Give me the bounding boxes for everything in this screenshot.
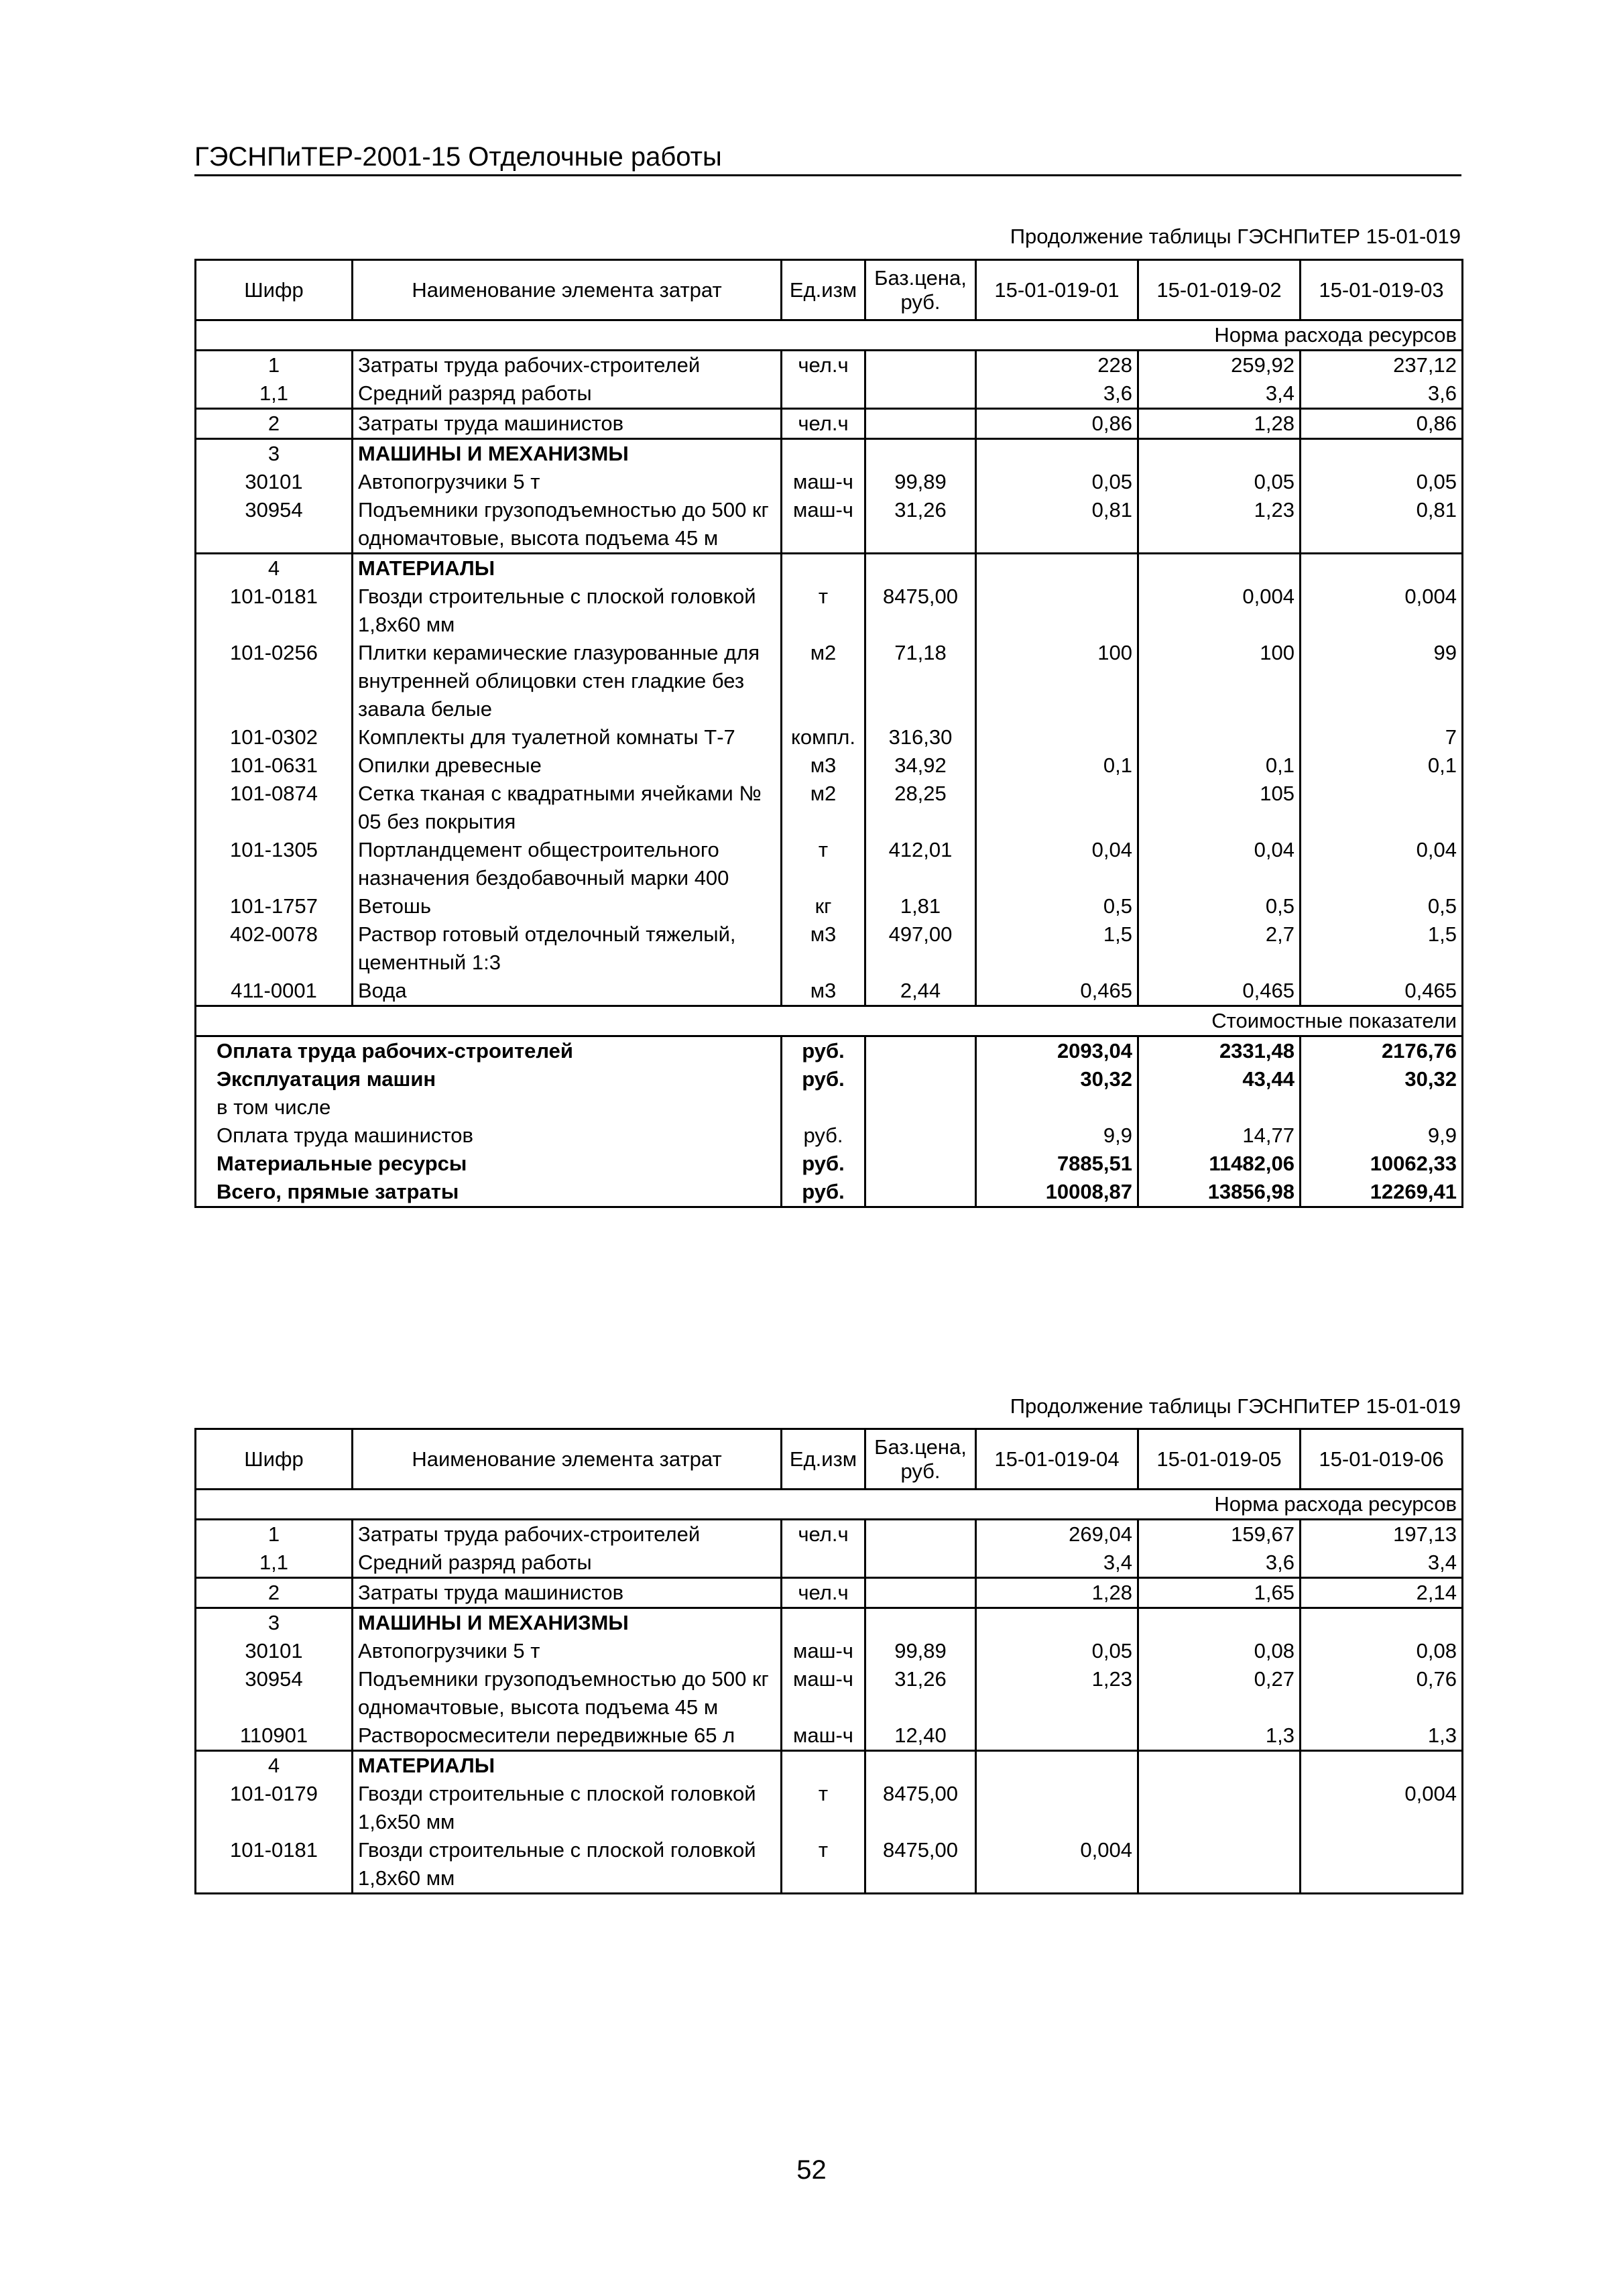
cost-value: 12269,41 <box>1301 1178 1463 1207</box>
column-header: 15-01-019-04 <box>976 1429 1138 1490</box>
column-header: 15-01-019-02 <box>1138 260 1301 320</box>
row-code: 101-0181 <box>196 1836 353 1894</box>
cost-value: 30,32 <box>976 1065 1138 1093</box>
cost-price-empty <box>865 1093 976 1122</box>
row-value <box>976 439 1138 469</box>
row-name: Средний разряд работы <box>353 1549 782 1578</box>
row-value: 1,23 <box>976 1665 1138 1721</box>
cost-value: 14,77 <box>1138 1122 1301 1150</box>
table-row <box>196 468 1463 496</box>
row-value: 1,65 <box>1138 1578 1301 1608</box>
table-row <box>196 920 1463 977</box>
row-unit: чел.ч <box>782 409 865 439</box>
row-unit <box>782 1549 865 1578</box>
row-value: 0,76 <box>1301 1665 1463 1721</box>
cost-value: 9,9 <box>1301 1122 1463 1150</box>
row-price: 28,25 <box>865 780 976 836</box>
cost-unit: руб. <box>782 1065 865 1093</box>
row-code: 1,1 <box>196 1549 353 1578</box>
row-price: 2,44 <box>865 977 976 1006</box>
row-value: 0,05 <box>1301 468 1463 496</box>
row-unit: маш-ч <box>782 496 865 554</box>
row-value: 100 <box>1138 639 1301 723</box>
norm-label: Норма расхода ресурсов <box>196 320 1463 351</box>
cost-row <box>196 1178 1463 1207</box>
row-code: 1 <box>196 351 353 380</box>
column-header: 15-01-019-01 <box>976 260 1138 320</box>
row-price: 12,40 <box>865 1721 976 1751</box>
row-code: 411-0001 <box>196 977 353 1006</box>
row-code: 101-0179 <box>196 1780 353 1836</box>
header-row <box>196 260 1463 320</box>
row-value: 3,4 <box>1138 379 1301 409</box>
row-name: Растворосмесители передвижные 65 л <box>353 1721 782 1751</box>
row-price: 1,81 <box>865 892 976 920</box>
cost-name: Эксплуатация машин <box>196 1065 782 1093</box>
resource-table <box>194 259 1463 1208</box>
row-price: 412,01 <box>865 836 976 892</box>
column-header: 15-01-019-06 <box>1301 1429 1463 1490</box>
table-row <box>196 1637 1463 1665</box>
row-unit: м2 <box>782 639 865 723</box>
table-row <box>196 351 1463 380</box>
row-value: 0,05 <box>1138 468 1301 496</box>
table-row <box>196 409 1463 439</box>
column-header: Ед.изм <box>782 260 865 320</box>
row-name: Затраты труда машинистов <box>353 409 782 439</box>
row-value: 0,81 <box>976 496 1138 554</box>
row-code: 101-0181 <box>196 583 353 639</box>
row-name: Сетка тканая с квадратными ячейками № 05 без покрытия <box>353 780 782 836</box>
row-code: 1 <box>196 1520 353 1549</box>
column-header: Наименование элемента затрат <box>353 1429 782 1490</box>
row-value: 99 <box>1301 639 1463 723</box>
cost-price-empty <box>865 1150 976 1178</box>
row-code: 3 <box>196 1608 353 1638</box>
row-price: 497,00 <box>865 920 976 977</box>
column-header: Шифр <box>196 260 353 320</box>
cost-row <box>196 1150 1463 1178</box>
row-value: 3,6 <box>1301 379 1463 409</box>
row-value: 1,28 <box>1138 409 1301 439</box>
row-value: 0,27 <box>1138 1665 1301 1721</box>
row-name: Затраты труда рабочих-строителей <box>353 351 782 380</box>
row-unit: маш-ч <box>782 1721 865 1751</box>
row-name: Раствор готовый отделочный тяжелый, цементный 1:3 <box>353 920 782 977</box>
cost-value: 2093,04 <box>976 1036 1138 1066</box>
header-row <box>196 1429 1463 1490</box>
row-value <box>976 1721 1138 1751</box>
column-header: Баз.цена, руб. <box>865 260 976 320</box>
row-value: 228 <box>976 351 1138 380</box>
row-name: Автопогрузчики 5 т <box>353 1637 782 1665</box>
row-code: 4 <box>196 1751 353 1780</box>
row-value <box>1138 1780 1301 1836</box>
cost-value: 43,44 <box>1138 1065 1301 1093</box>
row-price: 99,89 <box>865 1637 976 1665</box>
row-price: 316,30 <box>865 723 976 751</box>
cost-row <box>196 1065 1463 1093</box>
cost-unit <box>782 1093 865 1122</box>
row-value: 197,13 <box>1301 1520 1463 1549</box>
row-unit: м3 <box>782 977 865 1006</box>
table-row <box>196 583 1463 639</box>
cost-value: 2176,76 <box>1301 1036 1463 1066</box>
cost-name: в том числе <box>196 1093 782 1122</box>
page-header: ГЭСНПиТЕР-2001-15 Отделочные работы <box>194 142 722 172</box>
row-value <box>1301 1836 1463 1894</box>
cost-row <box>196 1093 1463 1122</box>
row-code: 402-0078 <box>196 920 353 977</box>
row-value <box>1138 1608 1301 1638</box>
row-value <box>1138 1836 1301 1894</box>
row-value: 3,4 <box>1301 1549 1463 1578</box>
row-unit <box>782 379 865 409</box>
cost-price-empty <box>865 1122 976 1150</box>
row-name: Средний разряд работы <box>353 379 782 409</box>
row-value: 0,86 <box>976 409 1138 439</box>
row-price <box>865 1520 976 1549</box>
row-price <box>865 554 976 583</box>
table-row <box>196 1578 1463 1608</box>
row-value: 0,08 <box>1138 1637 1301 1665</box>
row-code: 110901 <box>196 1721 353 1751</box>
row-value <box>1301 1751 1463 1780</box>
cost-price-empty <box>865 1065 976 1093</box>
row-unit: маш-ч <box>782 468 865 496</box>
table-row <box>196 1780 1463 1836</box>
row-value <box>976 780 1138 836</box>
row-name: Вода <box>353 977 782 1006</box>
table-row <box>196 836 1463 892</box>
row-value: 0,81 <box>1301 496 1463 554</box>
row-name: Гвозди строительные с плоской головкой 1,8х60 мм <box>353 1836 782 1894</box>
row-name: Комплекты для туалетной комнаты Т-7 <box>353 723 782 751</box>
row-price: 71,18 <box>865 639 976 723</box>
row-code: 101-1305 <box>196 836 353 892</box>
row-unit <box>782 554 865 583</box>
row-value: 0,86 <box>1301 409 1463 439</box>
row-value <box>976 583 1138 639</box>
cost-value: 10008,87 <box>976 1178 1138 1207</box>
row-code: 2 <box>196 1578 353 1608</box>
row-price <box>865 351 976 380</box>
cost-value: 2331,48 <box>1138 1036 1301 1066</box>
cost-label-row <box>196 1006 1463 1036</box>
row-value: 0,08 <box>1301 1637 1463 1665</box>
column-header: Шифр <box>196 1429 353 1490</box>
row-value <box>1301 439 1463 469</box>
row-unit: чел.ч <box>782 1520 865 1549</box>
row-code: 30101 <box>196 468 353 496</box>
row-value <box>1301 1608 1463 1638</box>
cost-value: 13856,98 <box>1138 1178 1301 1207</box>
row-price <box>865 379 976 409</box>
row-name: Затраты труда машинистов <box>353 1578 782 1608</box>
row-unit: т <box>782 583 865 639</box>
row-unit: маш-ч <box>782 1637 865 1665</box>
table-row <box>196 723 1463 751</box>
row-value: 0,5 <box>1138 892 1301 920</box>
row-price <box>865 409 976 439</box>
row-value: 0,465 <box>1301 977 1463 1006</box>
column-header: Баз.цена, руб. <box>865 1429 976 1490</box>
row-name: Автопогрузчики 5 т <box>353 468 782 496</box>
row-value <box>1301 554 1463 583</box>
row-value <box>1138 439 1301 469</box>
norm-label-row <box>196 320 1463 351</box>
row-value: 0,465 <box>1138 977 1301 1006</box>
row-value: 2,7 <box>1138 920 1301 977</box>
row-name: Подъемники грузоподъемностью до 500 кг одномачтовые, высота подъема 45 м <box>353 496 782 554</box>
cost-value <box>976 1093 1138 1122</box>
row-value: 0,5 <box>976 892 1138 920</box>
row-value: 0,04 <box>1301 836 1463 892</box>
table-row <box>196 1836 1463 1894</box>
row-value: 105 <box>1138 780 1301 836</box>
row-value: 0,04 <box>1138 836 1301 892</box>
row-code: 3 <box>196 439 353 469</box>
cost-value: 9,9 <box>976 1122 1138 1150</box>
cost-value <box>1301 1093 1463 1122</box>
cost-name: Всего, прямые затраты <box>196 1178 782 1207</box>
row-unit: кг <box>782 892 865 920</box>
row-value: 3,4 <box>976 1549 1138 1578</box>
row-unit: т <box>782 1780 865 1836</box>
table-row <box>196 496 1463 554</box>
table-row <box>196 751 1463 780</box>
table-row <box>196 639 1463 723</box>
row-name: МАТЕРИАЛЫ <box>353 554 782 583</box>
cost-value: 7885,51 <box>976 1150 1138 1178</box>
table-row <box>196 379 1463 409</box>
row-value: 159,67 <box>1138 1520 1301 1549</box>
row-code: 30954 <box>196 1665 353 1721</box>
row-price <box>865 1578 976 1608</box>
row-code: 101-0256 <box>196 639 353 723</box>
row-value <box>976 1751 1138 1780</box>
cost-row <box>196 1122 1463 1150</box>
row-value: 1,5 <box>1301 920 1463 977</box>
cost-row <box>196 1036 1463 1066</box>
row-unit: т <box>782 836 865 892</box>
row-name: Опилки древесные <box>353 751 782 780</box>
row-value: 100 <box>976 639 1138 723</box>
row-price <box>865 1608 976 1638</box>
column-header: 15-01-019-05 <box>1138 1429 1301 1490</box>
row-price <box>865 439 976 469</box>
table-row <box>196 1665 1463 1721</box>
norm-label: Норма расхода ресурсов <box>196 1490 1463 1520</box>
row-name: Ветошь <box>353 892 782 920</box>
row-code: 101-0631 <box>196 751 353 780</box>
row-value <box>976 723 1138 751</box>
table-row <box>196 780 1463 836</box>
row-price: 99,89 <box>865 468 976 496</box>
cost-price-empty <box>865 1036 976 1066</box>
table-row <box>196 1549 1463 1578</box>
column-header: 15-01-019-03 <box>1301 260 1463 320</box>
row-price <box>865 1549 976 1578</box>
row-price: 31,26 <box>865 1665 976 1721</box>
table-row <box>196 1520 1463 1549</box>
table-body <box>196 260 1463 1207</box>
row-value: 1,23 <box>1138 496 1301 554</box>
page-number: 52 <box>796 2155 827 2185</box>
row-value: 0,004 <box>1301 1780 1463 1836</box>
cost-value <box>1138 1093 1301 1122</box>
row-value: 0,004 <box>1138 583 1301 639</box>
cost-value: 30,32 <box>1301 1065 1463 1093</box>
row-price: 8475,00 <box>865 1780 976 1836</box>
row-value <box>1301 780 1463 836</box>
row-code: 30101 <box>196 1637 353 1665</box>
row-value: 1,3 <box>1138 1721 1301 1751</box>
row-unit: м2 <box>782 780 865 836</box>
resource-table <box>194 1428 1463 1894</box>
row-name: Портландцемент общестроительного назначения бездобавочный марки 400 <box>353 836 782 892</box>
cost-name: Оплата труда машинистов <box>196 1122 782 1150</box>
row-value: 0,465 <box>976 977 1138 1006</box>
table-caption: Продолжение таблицы ГЭСНПиТЕР 15-01-019 <box>1010 1394 1461 1418</box>
row-value: 0,1 <box>1301 751 1463 780</box>
header-rule <box>194 174 1461 176</box>
row-unit: т <box>782 1836 865 1894</box>
cost-label: Стоимостные показатели <box>196 1006 1463 1036</box>
column-header: Ед.изм <box>782 1429 865 1490</box>
row-value: 0,1 <box>1138 751 1301 780</box>
row-value <box>976 1780 1138 1836</box>
row-value: 269,04 <box>976 1520 1138 1549</box>
row-value: 1,5 <box>976 920 1138 977</box>
row-code: 4 <box>196 554 353 583</box>
row-unit: м3 <box>782 920 865 977</box>
row-unit: компл. <box>782 723 865 751</box>
row-value <box>976 554 1138 583</box>
row-value: 3,6 <box>1138 1549 1301 1578</box>
row-value: 1,28 <box>976 1578 1138 1608</box>
row-unit: маш-ч <box>782 1665 865 1721</box>
row-value: 237,12 <box>1301 351 1463 380</box>
cost-price-empty <box>865 1178 976 1207</box>
row-price: 8475,00 <box>865 583 976 639</box>
table-row <box>196 1721 1463 1751</box>
row-value <box>1138 723 1301 751</box>
cost-name: Материальные ресурсы <box>196 1150 782 1178</box>
row-unit <box>782 1608 865 1638</box>
cost-value: 10062,33 <box>1301 1150 1463 1178</box>
row-price: 34,92 <box>865 751 976 780</box>
row-value: 0,5 <box>1301 892 1463 920</box>
cost-unit: руб. <box>782 1036 865 1066</box>
row-code: 101-0874 <box>196 780 353 836</box>
cost-name: Оплата труда рабочих-строителей <box>196 1036 782 1066</box>
row-value: 2,14 <box>1301 1578 1463 1608</box>
cost-unit: руб. <box>782 1178 865 1207</box>
row-name: Подъемники грузоподъемностью до 500 кг одномачтовые, высота подъема 45 м <box>353 1665 782 1721</box>
row-unit <box>782 1751 865 1780</box>
row-price: 31,26 <box>865 496 976 554</box>
row-value <box>976 1608 1138 1638</box>
cost-unit: руб. <box>782 1150 865 1178</box>
table-row <box>196 554 1463 583</box>
cost-value: 11482,06 <box>1138 1150 1301 1178</box>
row-value: 0,004 <box>976 1836 1138 1894</box>
table-row <box>196 1751 1463 1780</box>
row-name: Гвозди строительные с плоской головкой 1,8х60 мм <box>353 583 782 639</box>
row-code: 30954 <box>196 496 353 554</box>
row-value: 1,3 <box>1301 1721 1463 1751</box>
row-name: МАШИНЫ И МЕХАНИЗМЫ <box>353 1608 782 1638</box>
table-body <box>196 1429 1463 1894</box>
row-value: 0,05 <box>976 1637 1138 1665</box>
row-name: МАТЕРИАЛЫ <box>353 1751 782 1780</box>
row-code: 1,1 <box>196 379 353 409</box>
row-unit <box>782 439 865 469</box>
table-row <box>196 977 1463 1006</box>
cost-unit: руб. <box>782 1122 865 1150</box>
table-row <box>196 1608 1463 1638</box>
row-code: 101-0302 <box>196 723 353 751</box>
row-name: Затраты труда рабочих-строителей <box>353 1520 782 1549</box>
row-name: МАШИНЫ И МЕХАНИЗМЫ <box>353 439 782 469</box>
row-value: 3,6 <box>976 379 1138 409</box>
row-value: 0,004 <box>1301 583 1463 639</box>
row-value: 7 <box>1301 723 1463 751</box>
table-caption: Продолжение таблицы ГЭСНПиТЕР 15-01-019 <box>1010 225 1461 248</box>
row-unit: м3 <box>782 751 865 780</box>
table-row <box>196 892 1463 920</box>
row-price: 8475,00 <box>865 1836 976 1894</box>
row-value: 0,1 <box>976 751 1138 780</box>
table-row <box>196 439 1463 469</box>
row-value: 0,05 <box>976 468 1138 496</box>
row-unit: чел.ч <box>782 351 865 380</box>
column-header: Наименование элемента затрат <box>353 260 782 320</box>
norm-label-row <box>196 1490 1463 1520</box>
row-name: Плитки керамические глазурованные для внутренней облицовки стен гладкие без завала белые <box>353 639 782 723</box>
row-price <box>865 1751 976 1780</box>
row-unit: чел.ч <box>782 1578 865 1608</box>
row-name: Гвозди строительные с плоской головкой 1,6х50 мм <box>353 1780 782 1836</box>
row-value <box>1138 554 1301 583</box>
row-value: 259,92 <box>1138 351 1301 380</box>
row-code: 101-1757 <box>196 892 353 920</box>
row-code: 2 <box>196 409 353 439</box>
row-value <box>1138 1751 1301 1780</box>
row-value: 0,04 <box>976 836 1138 892</box>
